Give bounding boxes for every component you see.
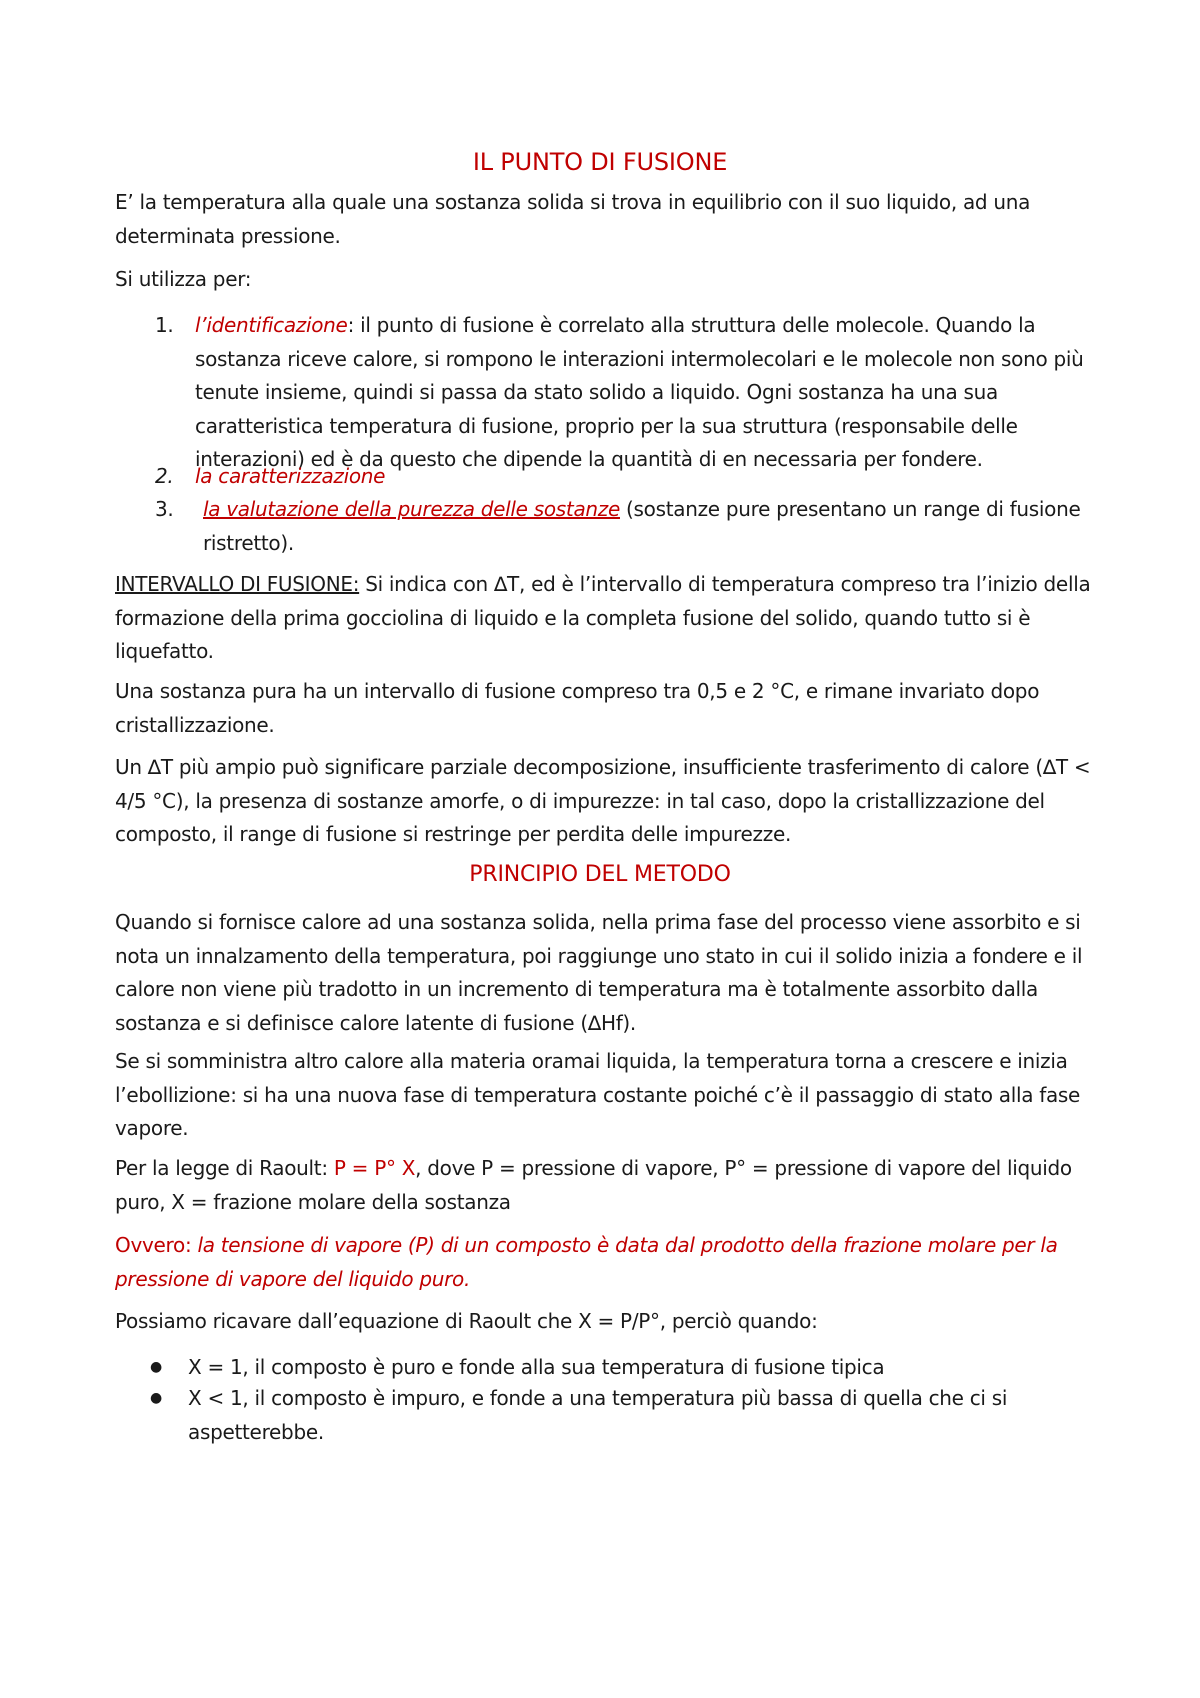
raoult-paragraph bbox=[115, 1152, 1095, 1219]
derive-paragraph: Possiamo ricavare dall’equazione di Raoult che X = P/P°, perciò quando: bbox=[115, 1309, 818, 1333]
page-title: IL PUNTO DI FUSIONE bbox=[472, 148, 728, 176]
list-item-text bbox=[203, 493, 1095, 560]
list-item-text bbox=[195, 309, 1095, 477]
wide-interval-paragraph: Un ∆T più ampio può significare parziale decomposizione, insufficiente trasferimento di calore (∆T < 4/5 °C), la presenza di sostanze amorfe, o di impurezze: in tal caso, dopo la cristallizzazione del composto, il range di fusione si restringe per perdita delle impurezze. bbox=[115, 755, 1091, 846]
interval-text: Si indica con ∆T, ed è l’intervallo di temperatura compreso tra l’inizio della formazione della prima gocciolina di liquido e la completa fusione del solido, quando tutto si è liquefatto. bbox=[115, 572, 1091, 663]
list-item-head: la valutazione della purezza delle sostanze bbox=[203, 497, 620, 521]
list-number: 1. bbox=[155, 313, 174, 337]
list-number: 3. bbox=[155, 497, 174, 521]
section-title: PRINCIPIO DEL METODO bbox=[469, 862, 731, 887]
list-item-head: l’identificazione bbox=[195, 313, 348, 337]
pure-substance-paragraph: Una sostanza pura ha un intervallo di fusione compreso tra 0,5 e 2 °C, e rimane invariato dopo cristallizzazione. bbox=[115, 679, 1040, 737]
ovvero-paragraph bbox=[115, 1229, 1095, 1296]
ovvero-text: la tensione di vapore (P) di un composto è data dal prodotto della frazione molare per la pressione di vapore del liquido puro. bbox=[115, 1233, 1058, 1291]
list-item-head: la caratterizzazione bbox=[195, 464, 386, 488]
raoult-formula: P = P° X bbox=[333, 1156, 416, 1180]
bullet-text: X < 1, il composto è impuro, e fonde a una temperatura più bassa di quella che ci si aspetterebbe. bbox=[188, 1386, 1008, 1444]
heat-paragraph: Quando si fornisce calore ad una sostanza solida, nella prima fase del processo viene assorbito e si nota un innalzamento della temperatura, poi raggiunge uno stato in cui il solido inizia a fondere e il calore non viene più tradotto in un incremento di temperatura ma è totalmente assorbito dalla sostanza e si definisce calore latente di fusione (∆Hf). bbox=[115, 910, 1083, 1035]
ovvero-label: Ovvero: bbox=[115, 1233, 198, 1257]
list-item-rest: (sostanze pure presentano un range di fusione ristretto). bbox=[203, 497, 1081, 555]
boiling-paragraph: Se si somministra altro calore alla materia oramai liquida, la temperatura torna a crescere e inizia l’ebollizione: si ha una nuova fase di temperatura costante poiché c’è il passaggio di stato alla fase vapore. bbox=[115, 1049, 1081, 1140]
bullet-text: X = 1, il composto è puro e fonde alla sua temperatura di fusione tipica bbox=[188, 1355, 885, 1379]
list-item-rest: : il punto di fusione è correlato alla struttura delle molecole. Quando la sostanza riceve calore, si rompono le interazioni intermolecolari e le molecole non sono più tenute insieme, quindi si passa da stato solido a liquido. Ogni sostanza ha una sua caratteristica temperatura di fusione, proprio per la sua struttura (responsabile delle interazioni) ed è da questo che dipende la quantità di en necessaria per fondere. bbox=[195, 313, 1084, 471]
uses-intro: Si utilizza per: bbox=[115, 267, 252, 291]
list-item-text bbox=[195, 460, 1095, 494]
raoult-definitions: , dove P = pressione di vapore, P° = pressione di vapore del liquido puro, X = frazione molare della sostanza bbox=[115, 1156, 1072, 1214]
interval-paragraph bbox=[115, 568, 1095, 669]
definition-paragraph: E’ la temperatura alla quale una sostanza solida si trova in equilibrio con il suo liquido, ad una determinata pressione. bbox=[115, 190, 1031, 248]
list-number: 2. bbox=[155, 464, 174, 488]
interval-heading: INTERVALLO DI FUSIONE: bbox=[115, 572, 360, 596]
bullet-dot-icon: ● bbox=[150, 1390, 162, 1406]
bullet-dot-icon: ● bbox=[150, 1359, 162, 1375]
raoult-intro: Per la legge di Raoult: bbox=[115, 1156, 334, 1180]
